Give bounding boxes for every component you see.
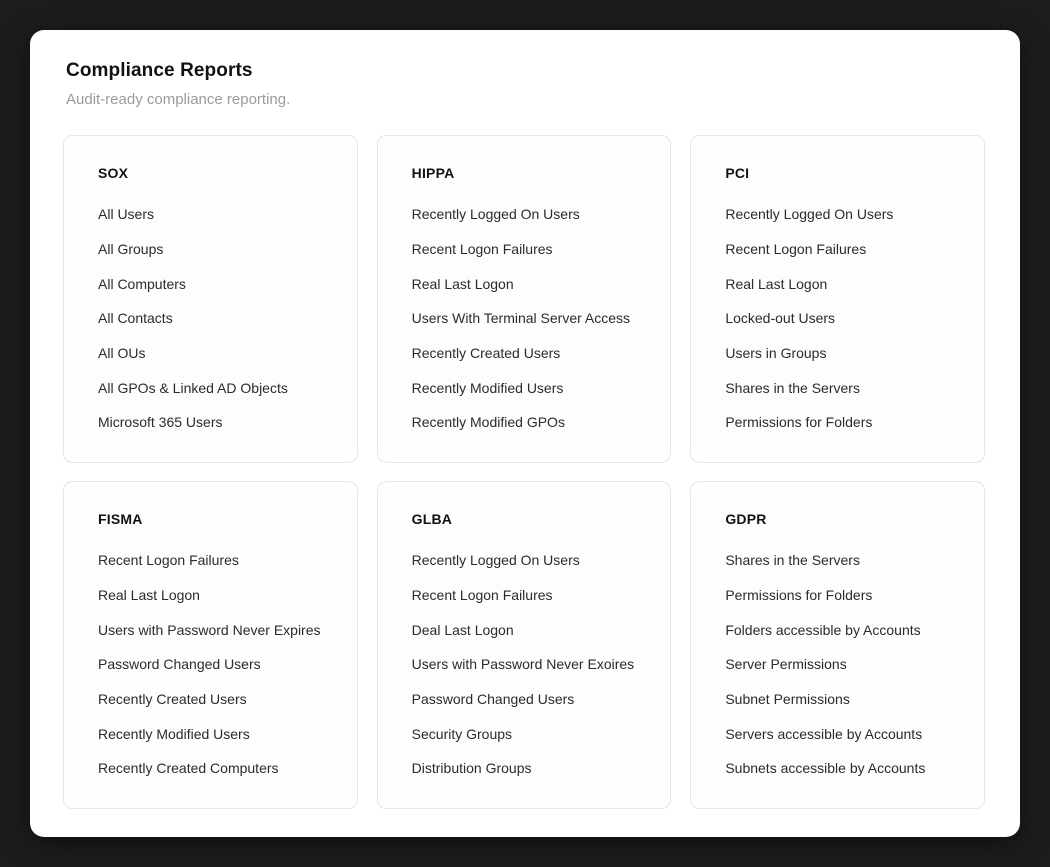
card-fisma [63,481,358,809]
report-link[interactable]: Password Changed Users [411,691,575,708]
report-link[interactable]: Shares in the Servers [725,379,860,396]
card-title-hippa: HIPPA [411,164,455,181]
report-link[interactable]: Servers accessible by Accounts [725,725,923,742]
report-link[interactable]: Server Permissions [725,656,847,673]
report-link[interactable]: Permissions for Folders [725,587,873,604]
report-link[interactable]: Recently Modified Users [98,725,250,742]
report-link[interactable]: All OUs [98,345,146,362]
compliance-reports-panel [30,30,1020,837]
report-link[interactable]: Recently Created Users [98,691,247,708]
report-link[interactable]: Real Last Logon [411,275,514,292]
card-glba [377,481,672,809]
report-link[interactable]: Recently Logged On Users [411,552,580,569]
card-title-fisma: FISMA [98,510,143,527]
report-link[interactable]: Users in Groups [725,345,827,362]
compliance-cards-grid [63,135,985,809]
page-header [30,30,1020,108]
report-link[interactable]: Recent Logon Failures [725,241,867,258]
card-sox [63,135,358,463]
card-title-glba: GLBA [411,510,453,527]
report-link[interactable]: All GPOs & Linked AD Objects [98,379,288,396]
report-link[interactable]: Permissions for Folders [725,414,873,431]
report-link[interactable]: Recent Logon Failures [411,241,553,258]
report-link[interactable]: Recently Logged On Users [411,206,580,223]
report-link[interactable]: Subnet Permissions [725,691,850,708]
report-link[interactable]: Shares in the Servers [725,552,860,569]
card-title-sox: SOX [98,164,129,181]
report-link[interactable]: All Groups [98,241,164,258]
report-link[interactable]: Recent Logon Failures [98,552,239,569]
report-link[interactable]: Users with Password Never Exoires [411,656,635,673]
page-subtitle: Audit-ready compliance reporting. [66,91,291,108]
report-link[interactable]: All Contacts [98,310,173,327]
report-link[interactable]: Recently Logged On Users [725,206,894,223]
report-link[interactable]: Recently Modified GPOs [411,414,565,431]
card-pci [690,135,985,463]
page-title: Compliance Reports [66,60,253,81]
card-title-pci: PCI [725,164,750,181]
report-link[interactable]: Deal Last Logon [411,621,514,638]
report-link[interactable]: Real Last Logon [98,587,200,604]
report-link[interactable]: All Computers [98,275,186,292]
report-link[interactable]: Users With Terminal Server Access [411,310,631,327]
card-gdpr [690,481,985,809]
report-link[interactable]: Password Changed Users [98,656,261,673]
report-link[interactable]: Subnets accessible by Accounts [725,760,926,777]
report-link[interactable]: Recently Created Users [411,345,561,362]
report-link[interactable]: Recently Created Computers [98,760,279,777]
report-link[interactable]: Locked-out Users [725,310,836,327]
card-title-gdpr: GDPR [725,510,767,527]
report-link[interactable]: Distribution Groups [411,760,532,777]
card-hippa [377,135,672,463]
report-link[interactable]: Real Last Logon [725,275,828,292]
report-link[interactable]: All Users [98,206,155,223]
report-link[interactable]: Recent Logon Failures [411,587,553,604]
report-link[interactable]: Microsoft 365 Users [98,414,223,431]
report-link[interactable]: Users with Password Never Expires [98,621,321,638]
report-link[interactable]: Folders accessible by Accounts [725,621,921,638]
report-link[interactable]: Security Groups [411,725,513,742]
report-link[interactable]: Recently Modified Users [411,379,564,396]
